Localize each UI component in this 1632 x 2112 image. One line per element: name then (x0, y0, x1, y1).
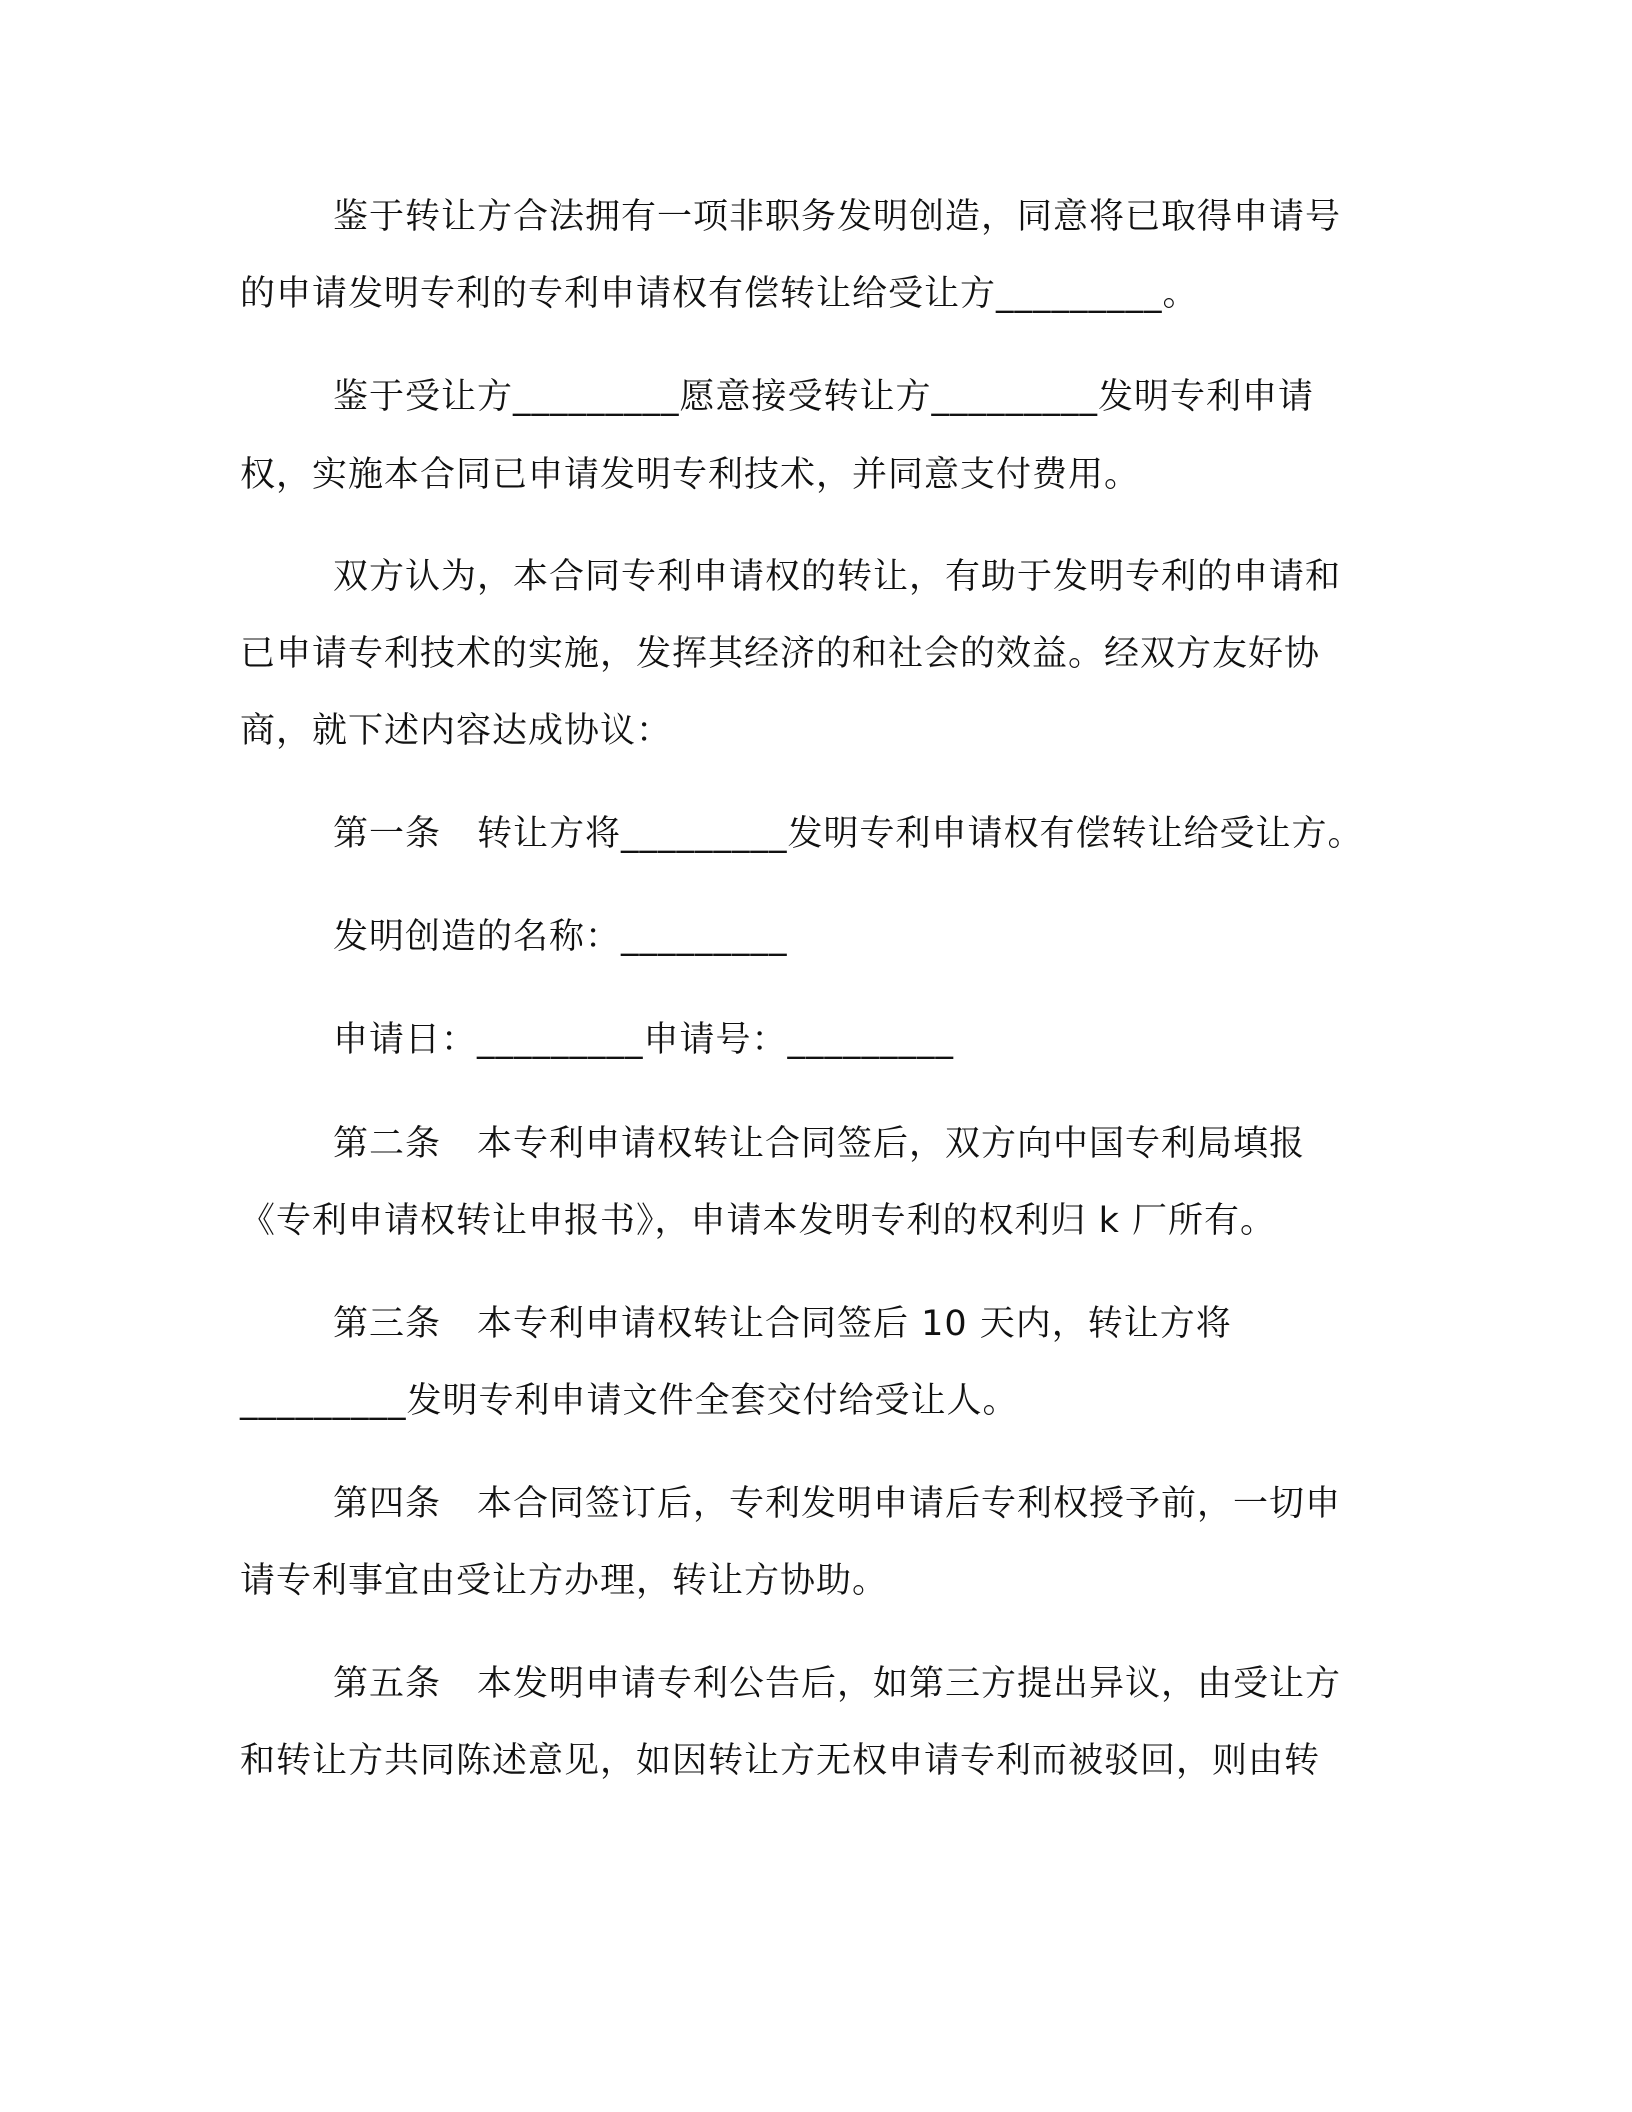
article-2-line-1: 第二条 本专利申请权转让合同签后，双方向中国专利局填报 (333, 1124, 1306, 1164)
article-5-line-1: 第五条 本发明申请专利公告后，如第三方提出异议，由受让方 (333, 1664, 1342, 1704)
invention-name-line: 发明创造的名称：_________ (333, 917, 788, 957)
application-date-number-line: 申请日：_________申请号：_________ (333, 1020, 955, 1060)
article-4-line-2: 请专利事宜由受让方办理，转让方协助。 (240, 1561, 889, 1601)
paragraph-3-line-1: 双方认为，本合同专利申请权的转让，有助于发明专利的申请和 (333, 557, 1342, 597)
article-3-line-1: 第三条 本专利申请权转让合同签后 10 天内，转让方将 (333, 1304, 1232, 1344)
paragraph-1-line-1: 鉴于转让方合法拥有一项非职务发明创造，同意将已取得申请号 (333, 197, 1342, 237)
article-5-line-2: 和转让方共同陈述意见，如因转让方无权申请专利而被驳回，则由转 (240, 1741, 1321, 1781)
paragraph-2-line-1: 鉴于受让方_________愿意接受转让方_________发明专利申请 (333, 377, 1315, 417)
article-4-line-1: 第四条 本合同签订后，专利发明申请后专利权授予前，一切申 (333, 1484, 1342, 1524)
article-1-line-1: 第一条 转让方将_________发明专利申请权有偿转让给受让方。 (333, 814, 1364, 854)
paragraph-1-line-2: 的申请发明专利的专利申请权有偿转让给受让方_________。 (240, 274, 1199, 314)
article-2-line-2: 《专利申请权转让申报书》，申请本发明专利的权利归 k 厂所有。 (240, 1201, 1277, 1241)
article-3-line-2: _________发明专利申请文件全套交付给受让人。 (240, 1381, 1019, 1421)
paragraph-3-line-3: 商，就下述内容达成协议： (240, 711, 673, 751)
paragraph-2-line-2: 权，实施本合同已申请发明专利技术，并同意支付费用。 (240, 455, 1141, 495)
paragraph-3-line-2: 已申请专利技术的实施，发挥其经济的和社会的效益。经双方友好协 (240, 634, 1321, 674)
